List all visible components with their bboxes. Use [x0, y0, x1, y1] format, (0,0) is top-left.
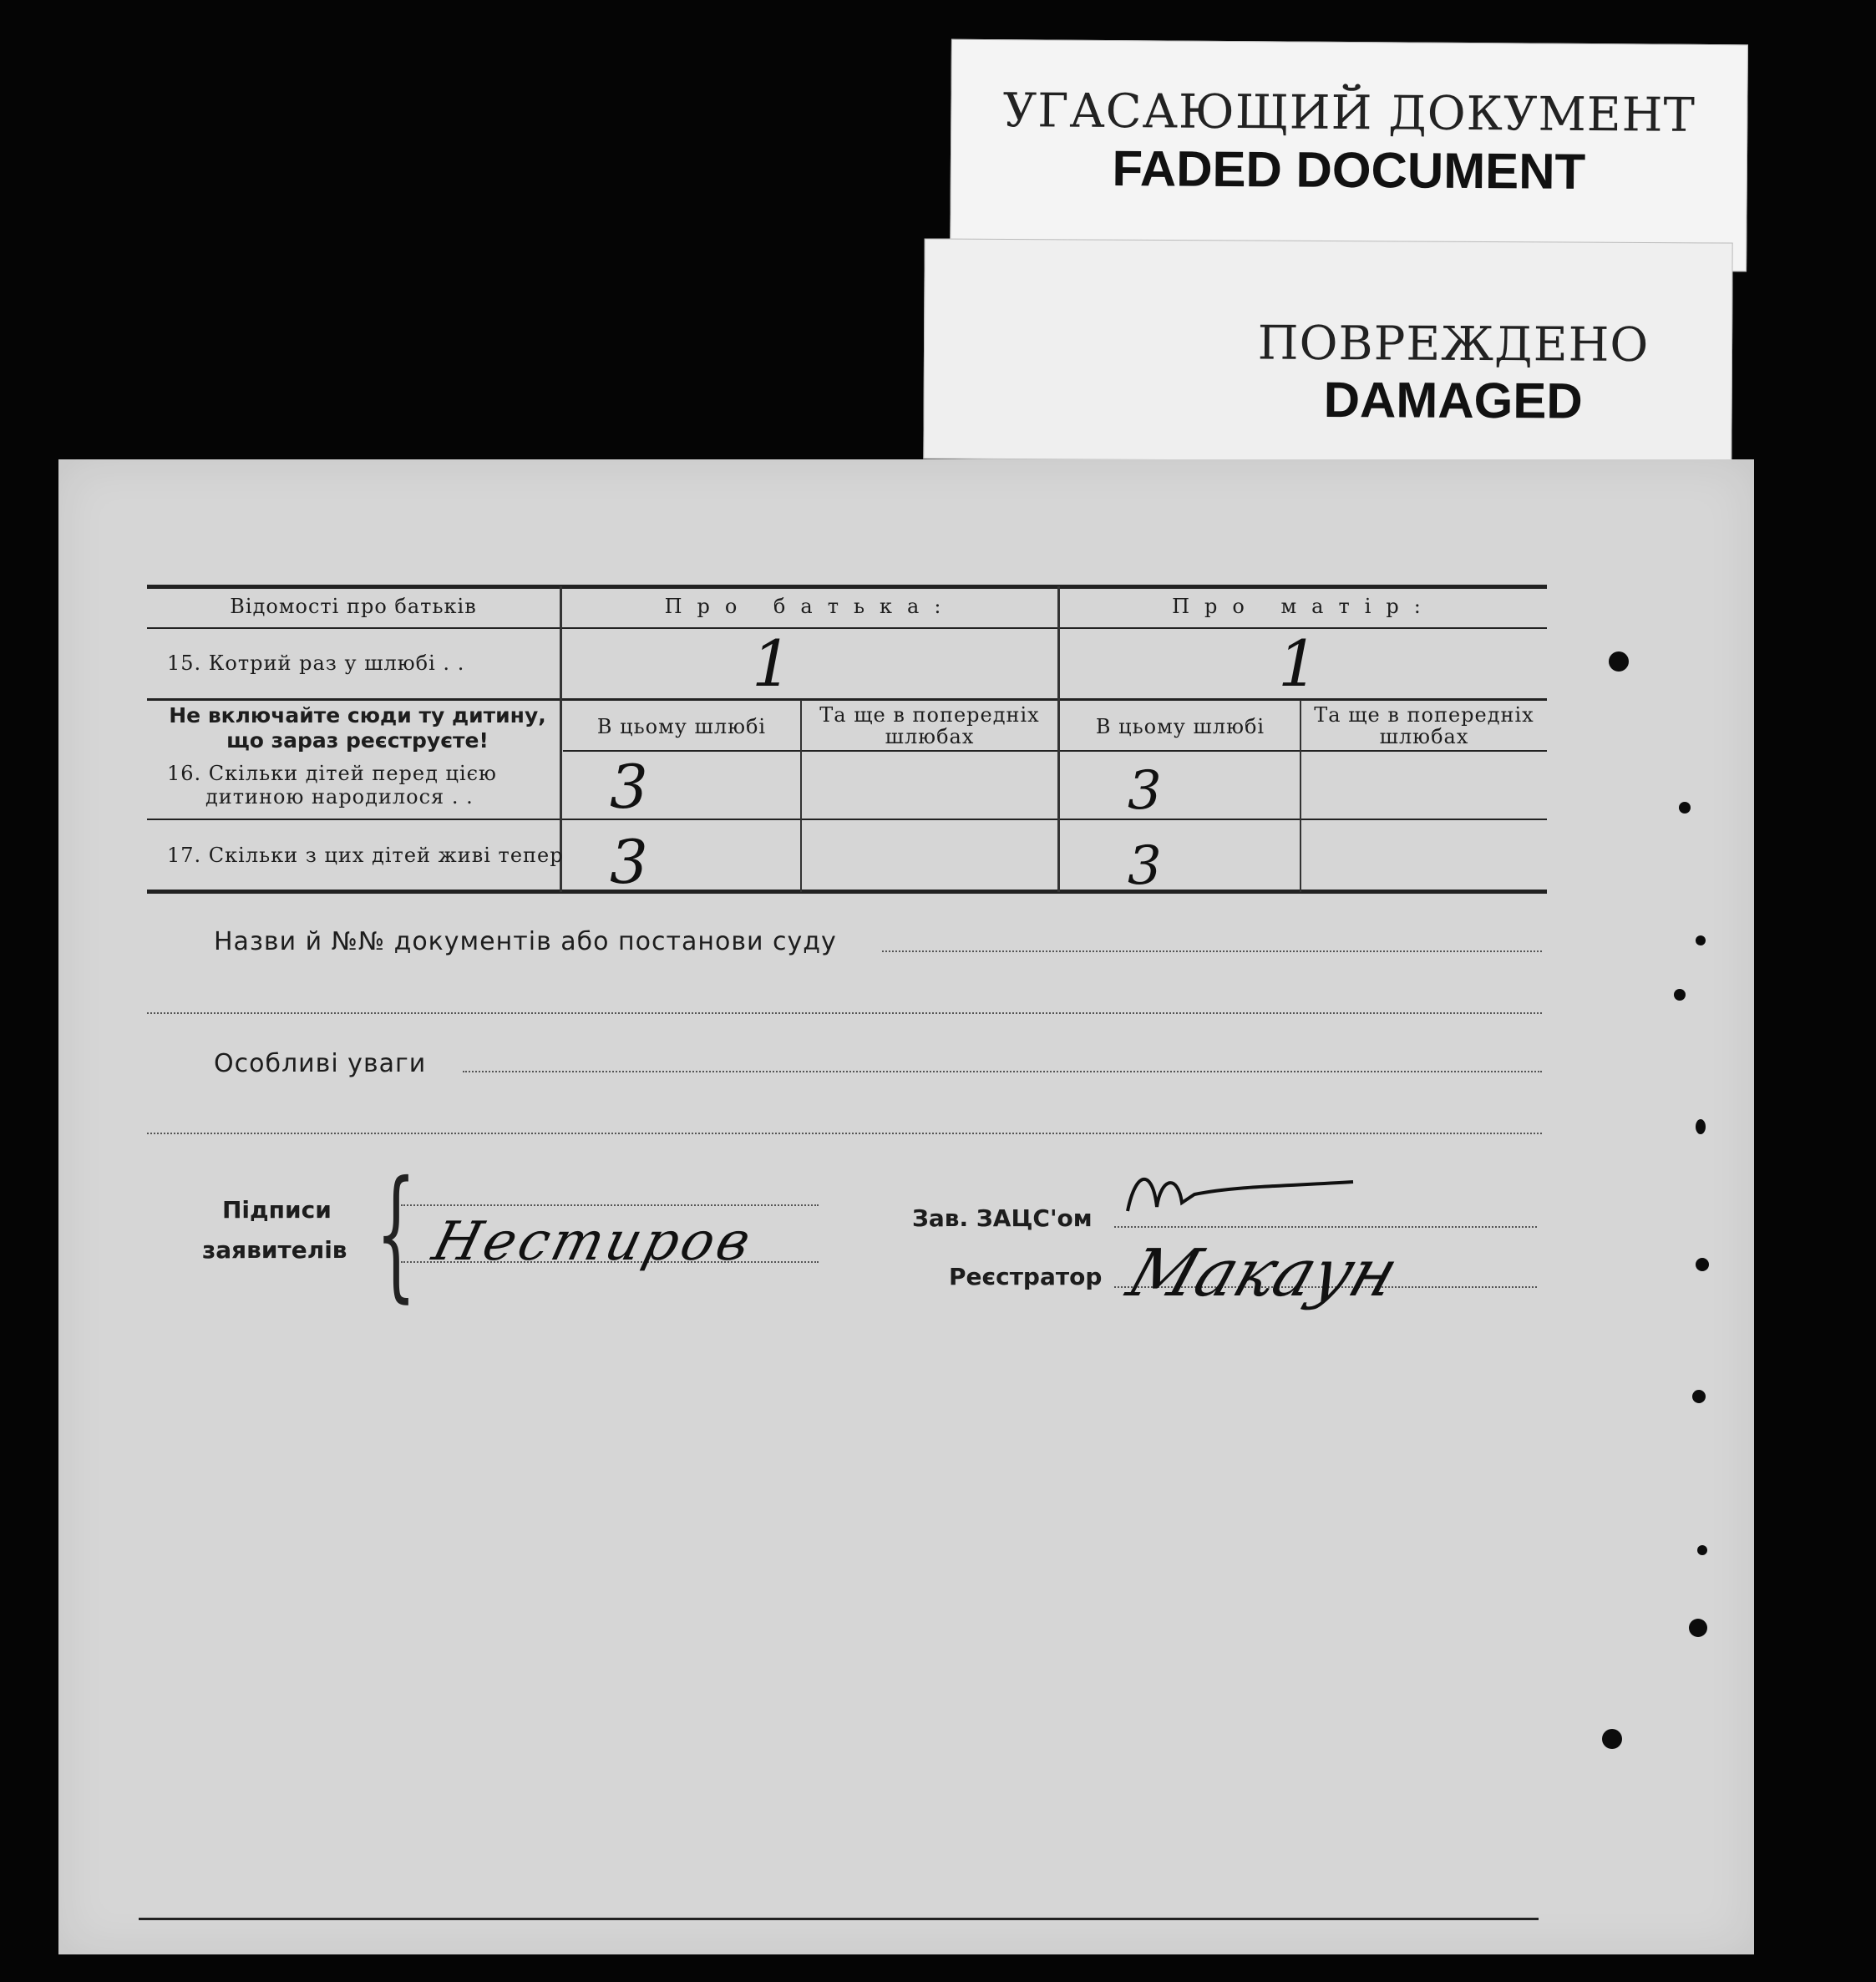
damaged-document-label — [923, 238, 1732, 463]
documents-field-line2[interactable] — [147, 1012, 1542, 1014]
binding-hole — [1697, 1545, 1707, 1555]
binding-hole — [1674, 989, 1686, 1001]
header-parents-info: Відомості про батьків — [230, 595, 477, 618]
table-top-rule — [147, 585, 1547, 589]
row15-father-value: 1 — [752, 626, 793, 701]
father-this-marriage-header: В цьому шлюбі — [596, 715, 767, 738]
row17-father-this-value: 3 — [610, 827, 648, 897]
header-about-father: Про батька: — [664, 595, 956, 618]
faded-document-label — [950, 39, 1748, 272]
row17-label: 17. Скільки з цих дітей живі тепер — [167, 844, 564, 867]
row15-rule — [147, 698, 1547, 701]
remarks-field[interactable] — [463, 1071, 1542, 1072]
applicant-signature-line1[interactable] — [401, 1204, 819, 1206]
damaged-label-en: DAMAGED — [1323, 371, 1583, 429]
subheader-rule — [563, 750, 1547, 752]
binding-hole — [1602, 1729, 1622, 1749]
remarks-label: Особливі уваги — [214, 1049, 427, 1078]
form-sheet — [58, 459, 1754, 1954]
applicants-signatures-label-line1: Підписи — [222, 1196, 332, 1224]
documents-field[interactable] — [882, 950, 1542, 952]
note-line2: що зараз реєструєте! — [226, 728, 489, 753]
binding-hole — [1692, 1390, 1706, 1403]
binding-hole — [1679, 802, 1691, 814]
row16-label-line2: дитиною народилося . . — [205, 785, 474, 809]
zags-head-signature-scribble — [1119, 1161, 1387, 1236]
damaged-label-ru: ПОВРЕЖДЕНО — [1257, 316, 1650, 373]
row16-rule — [147, 819, 1547, 820]
table-col-divider-2 — [1057, 586, 1060, 892]
header-about-mother: Про матір: — [1172, 595, 1436, 618]
row16-father-this-value: 3 — [610, 752, 648, 822]
applicant-signature: Нестиров — [426, 1211, 760, 1273]
binding-hole — [1609, 651, 1629, 672]
note-line1: Не включайте сюди ту дитину, — [169, 703, 546, 727]
mother-this-marriage-header: В цьому шлюбі — [1095, 715, 1265, 738]
row17-mother-this-value: 3 — [1128, 835, 1162, 897]
table-header-rule — [147, 627, 1547, 629]
registrar-signature: Макаун — [1118, 1236, 1407, 1311]
binding-hole — [1696, 935, 1706, 945]
row16-mother-this-value: 3 — [1128, 760, 1162, 822]
father-previous-header-line2: шлюбах — [885, 725, 975, 748]
applicants-signatures-label-line2: заявителів — [202, 1236, 347, 1264]
binding-hole — [1696, 1119, 1706, 1134]
mother-previous-header-line2: шлюбах — [1379, 725, 1469, 748]
faded-label-en: FADED DOCUMENT — [1112, 140, 1586, 200]
father-previous-header-line1: Та ще в попередніх — [819, 703, 1040, 727]
sheet-bottom-rule — [139, 1918, 1539, 1920]
faded-label-ru: УГАСАЮЩИЙ ДОКУМЕНТ — [1002, 84, 1696, 143]
row16-label-line1: 16. Скільки дітей перед цією — [167, 762, 497, 785]
registrar-label: Реєстратор — [949, 1263, 1103, 1290]
signatures-brace: { — [375, 1151, 417, 1316]
remarks-field-line2[interactable] — [147, 1133, 1542, 1134]
binding-hole — [1689, 1619, 1707, 1637]
documents-label: Назви й №№ документів або постанови суду — [214, 927, 837, 956]
zags-head-label: Зав. ЗАЦС'ом — [912, 1204, 1093, 1232]
mother-previous-header-line1: Та ще в попередніх — [1314, 703, 1534, 727]
table-bottom-rule — [147, 890, 1547, 894]
row15-mother-value: 1 — [1278, 626, 1319, 701]
row15-label: 15. Котрий раз у шлюбі . . — [167, 651, 465, 675]
binding-hole — [1696, 1258, 1709, 1271]
